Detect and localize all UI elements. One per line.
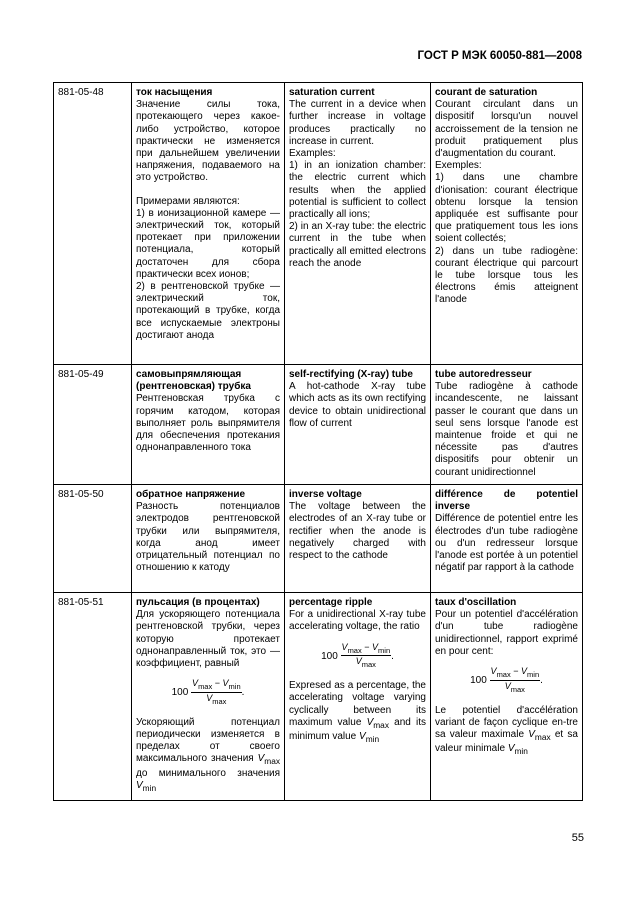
ru-definition: Для ускоряющего потенциала рентгеновской трубки, через которую протекает однонаправленный ток, это — коэффициент, равный: [136, 609, 280, 670]
ru-term: самовыпрямляющая (рентгеновская) трубка: [136, 369, 251, 393]
table-row: [54, 365, 583, 485]
fr-term: courant de saturation: [435, 87, 538, 98]
fr-cell: [431, 593, 583, 801]
entry-code: 881-05-51: [54, 593, 132, 801]
ripple-formula: 100 $\frac{V_{max} - V_{min}}{V_{max}}$ .: [470, 666, 543, 694]
en-examples-label: Examples:: [289, 148, 336, 160]
en-term: self-rectifying (X-ray) tube: [289, 369, 413, 380]
entry-code: 881-05-49: [54, 365, 132, 485]
en-note: Expresed as a percentage, the accelerating voltage varying cyclically between its maximum value $V_{max}$ and its minimum value $V_{min}$: [289, 680, 427, 745]
ru-note: Ускоряющий потенциал периодически изменяется в пределах от своего максимального значения $V_{max}$ до минимального значения $V_{min}$: [136, 716, 280, 793]
ru-example-1: 1) в ионизационной камере — электрический ток, который протекает при приложении потенциала, который достаточен для сбора практически всех ионов;: [136, 207, 280, 280]
fr-definition: Pour un potentiel d'accélération d'un tube radiogène unidirectionnel, rapport exprimé en pour cent:: [435, 609, 578, 657]
en-example-1: 1) in an ionization chamber: the electric current which results when the applied potential is sufficient to collect practically all ions;: [289, 160, 426, 221]
ru-cell: [132, 365, 285, 485]
en-definition: The current in a device when further increase in voltage produces practically no increase in current.: [289, 99, 426, 147]
ru-cell: [132, 83, 285, 365]
ripple-formula: 100 $\frac{V_{max} - V_{min}}{V_{max}}$ .: [321, 641, 394, 670]
table-row: [54, 83, 583, 365]
en-term: percentage ripple: [289, 597, 373, 608]
table-row: [54, 485, 583, 593]
ru-cell: [132, 485, 285, 593]
table-row: [54, 593, 583, 801]
fr-definition: Tube radiogène à cathode incandescente, ne laissant passer le courant que dans un seul sens lorsque l'anode est maintenue froide et qui ne nécessite pas d'autres dispositifs pour obtenir un courant unidirectionnel: [435, 381, 578, 478]
standard-header: ГОСТ Р МЭК 60050-881—2008: [417, 50, 582, 62]
en-cell: [285, 485, 431, 593]
fr-cell: [431, 365, 583, 485]
ru-examples-label: Примерами являются:: [136, 195, 240, 207]
terms-table: [53, 82, 583, 801]
fr-term: différence de potentiel inverse: [435, 489, 578, 513]
entry-code: 881-05-50: [54, 485, 132, 593]
fr-note: Le potentiel d'accélération variant de façon cyclique en-tre sa valeur maximale $V_{max}$ et sa valeur minimale $V_{min}$: [435, 704, 578, 757]
ru-definition: Рентгеновская трубка с горячим катодом, которая выполняет роль выпрямителя для обеспечения протекания однонаправленного тока: [136, 393, 280, 454]
en-cell: [285, 593, 431, 801]
ripple-formula: 100 $\frac{V_{max} - V_{min}}{V_{max}}$ .: [171, 678, 245, 706]
fr-cell: [431, 485, 583, 593]
ripple-fraction: $\frac{V_{max} - V_{min}}{V_{max}}$: [490, 666, 540, 694]
en-cell: [285, 83, 431, 365]
ru-definition: Разность потенциалов электродов рентгеновской трубки или выпрямителя, когда анод имеет отрицательный потенциал по отношению к катоду: [136, 501, 280, 574]
fr-example-1: 1) dans une chambre d'ionisation: courant électrique obtenu lorsque la tension appliquée est suffisante pour que pratiquement tous les ions soient collectés;: [435, 172, 578, 245]
en-example-2: 2) in an X-ray tube: the electric current in the tube when practically all emitted electrons reach the anode: [289, 221, 426, 269]
en-definition: For a unidirectional X-ray tube accelerating voltage, the ratio: [289, 609, 426, 633]
ru-cell: [132, 593, 285, 801]
ru-term: пульсация (в процентах): [136, 597, 260, 608]
en-definition: A hot-cathode X-ray tube which acts as its own rectifying device to obtain unidirectional flow of current: [289, 381, 426, 429]
fr-definition: Différence de potentiel entre les électrodes d'un tube radiogène ou d'un redresseur lorsque l'anode est portée à un potentiel négatif par rapport à la cathode: [435, 513, 578, 574]
en-term: saturation current: [289, 87, 375, 98]
ru-example-2: 2) в рентгеновской трубке — электрический ток, протекающий в трубке, когда все испускаемые электроны достигают анода: [136, 281, 280, 341]
fr-term: tube autoredresseur: [435, 369, 532, 380]
page-number: 55: [571, 832, 584, 844]
ripple-fraction: $\frac{V_{max} - V_{min}}{V_{max}}$: [192, 678, 241, 706]
fr-example-2: 2) dans un tube radiogène: courant électrique qui parcourt le tube lorsque tous les électrons émis atteignent l'anode: [435, 245, 578, 306]
ru-definition: Значение силы тока, протекающего через какое-либо устройство, которое практически не изменяется при дальнейшем увеличении напряжения, подаваемого на это устройство.: [136, 99, 280, 184]
en-term: inverse voltage: [289, 489, 362, 500]
en-cell: [285, 365, 431, 485]
ru-term: обратное напряжение: [136, 489, 246, 500]
ru-term: ток насыщения: [136, 87, 213, 98]
fr-definition: Courant circulant dans un dispositif lorsqu'un nouvel accroissement de la tension ne produit pratiquement plus d'augmentation du courant.: [435, 99, 578, 160]
fr-term: taux d'oscillation: [435, 597, 517, 608]
fr-examples-label: Exemples:: [435, 160, 482, 172]
entry-code: 881-05-48: [54, 83, 132, 365]
en-definition: The voltage between the electrodes of an X-ray tube or rectifier when the anode is negatively charged with respect to the cathode: [289, 501, 426, 562]
ripple-fraction: $\frac{V_{max} - V_{min}}{V_{max}}$: [341, 641, 391, 670]
fr-cell: [431, 83, 583, 365]
